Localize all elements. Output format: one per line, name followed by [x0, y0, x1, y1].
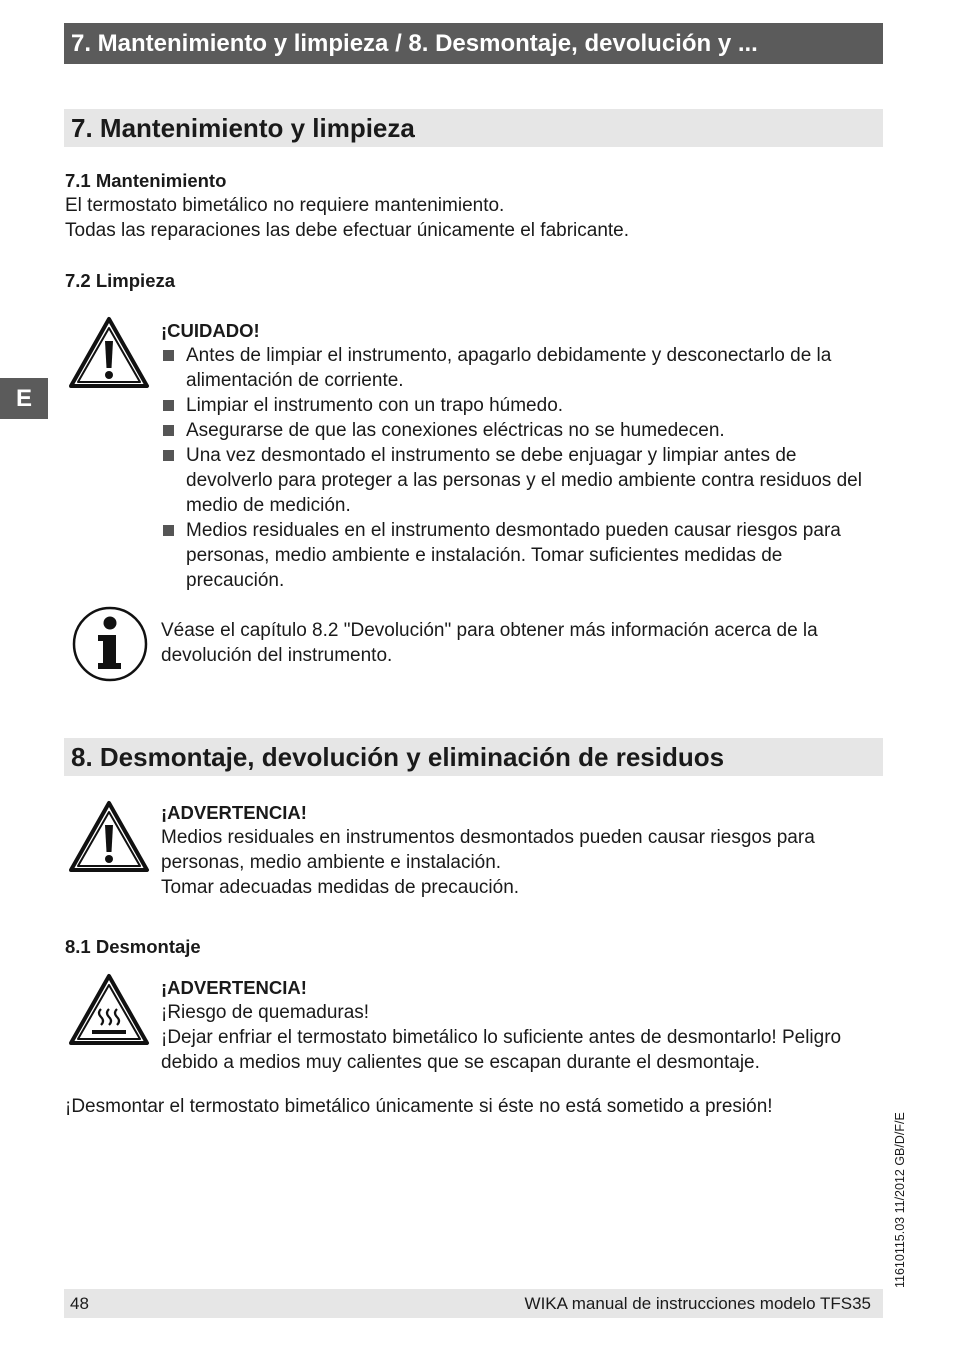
- caution-bullet: Antes de limpiar el instrumento, apagarlo debidamente y desconectarlo de la alimentación de corriente.: [161, 343, 879, 393]
- warning-text-1: Medios residuales en instrumentos desmontados pueden causar riesgos para: [161, 827, 815, 848]
- language-tab: E: [0, 378, 48, 419]
- burn-warning-text-1: ¡Riesgo de quemaduras!: [161, 1002, 370, 1023]
- caution-bullet: Medios residuales en el instrumento desmontado pueden causar riesgos para personas, medio ambiente e instalación. Tomar suficientes medidas de precaución.: [161, 518, 879, 593]
- burn-warning-text-2: ¡Dejar enfriar el termostato bimetálico lo suficiente antes de desmontarlo! Peligro: [161, 1027, 842, 1048]
- warning-title: ¡ADVERTENCIA!: [161, 802, 307, 823]
- section-8-heading: 8. Desmontaje, devolución y eliminación de residuos: [64, 738, 883, 776]
- warning-icon: [68, 316, 150, 390]
- subsection-7-2-heading: 7.2 Limpieza: [65, 270, 176, 291]
- maintenance-text-2: Todas las reparaciones las debe efectuar únicamente el fabricante.: [65, 220, 630, 241]
- page-number: 48: [70, 1294, 89, 1313]
- warning-text-3: Tomar adecuadas medidas de precaución.: [161, 877, 520, 898]
- page-header-title: 7. Mantenimiento y limpieza / 8. Desmontaje, devolución y ...: [64, 23, 883, 64]
- pressure-note: ¡Desmontar el termostato bimetálico únicamente si éste no está sometido a presión!: [65, 1096, 773, 1117]
- burn-warning-text-3: debido a medios muy calientes que se escapan durante el desmontaje.: [161, 1052, 760, 1073]
- burn-warning-title: ¡ADVERTENCIA!: [161, 977, 307, 998]
- page-footer: [64, 1289, 883, 1318]
- caution-title: ¡CUIDADO!: [161, 320, 260, 341]
- caution-bullet: Asegurarse de que las conexiones eléctricas no se humedecen.: [161, 418, 879, 443]
- subsection-8-1-heading: 8.1 Desmontaje: [65, 936, 201, 957]
- footer-title: WIKA manual de instrucciones modelo TFS35: [524, 1294, 871, 1313]
- section-7-heading: 7. Mantenimiento y limpieza: [64, 109, 883, 147]
- maintenance-text-1: El termostato bimetálico no requiere mantenimiento.: [65, 195, 505, 216]
- caution-bullet: Una vez desmontado el instrumento se debe enjuagar y limpiar antes de devolverlo para proteger a las personas y el medio ambiente contra residuos del medio de medición.: [161, 443, 879, 518]
- info-text: Véase el capítulo 8.2 "Devolución" para obtener más información acerca de la devolución del instrumento.: [161, 620, 818, 666]
- warning-icon: [68, 800, 150, 874]
- subsection-7-1-heading: 7.1 Mantenimiento: [65, 170, 227, 191]
- document-id: 11610115.03 11/2012 GB/D/F/E: [893, 1112, 907, 1288]
- warning-text-2: personas, medio ambiente e instalación.: [161, 852, 502, 873]
- hot-surface-icon: [68, 973, 150, 1047]
- caution-bullet: Limpiar el instrumento con un trapo húmedo.: [161, 393, 879, 418]
- caution-bullet-list: [161, 343, 879, 593]
- info-icon: [71, 605, 149, 683]
